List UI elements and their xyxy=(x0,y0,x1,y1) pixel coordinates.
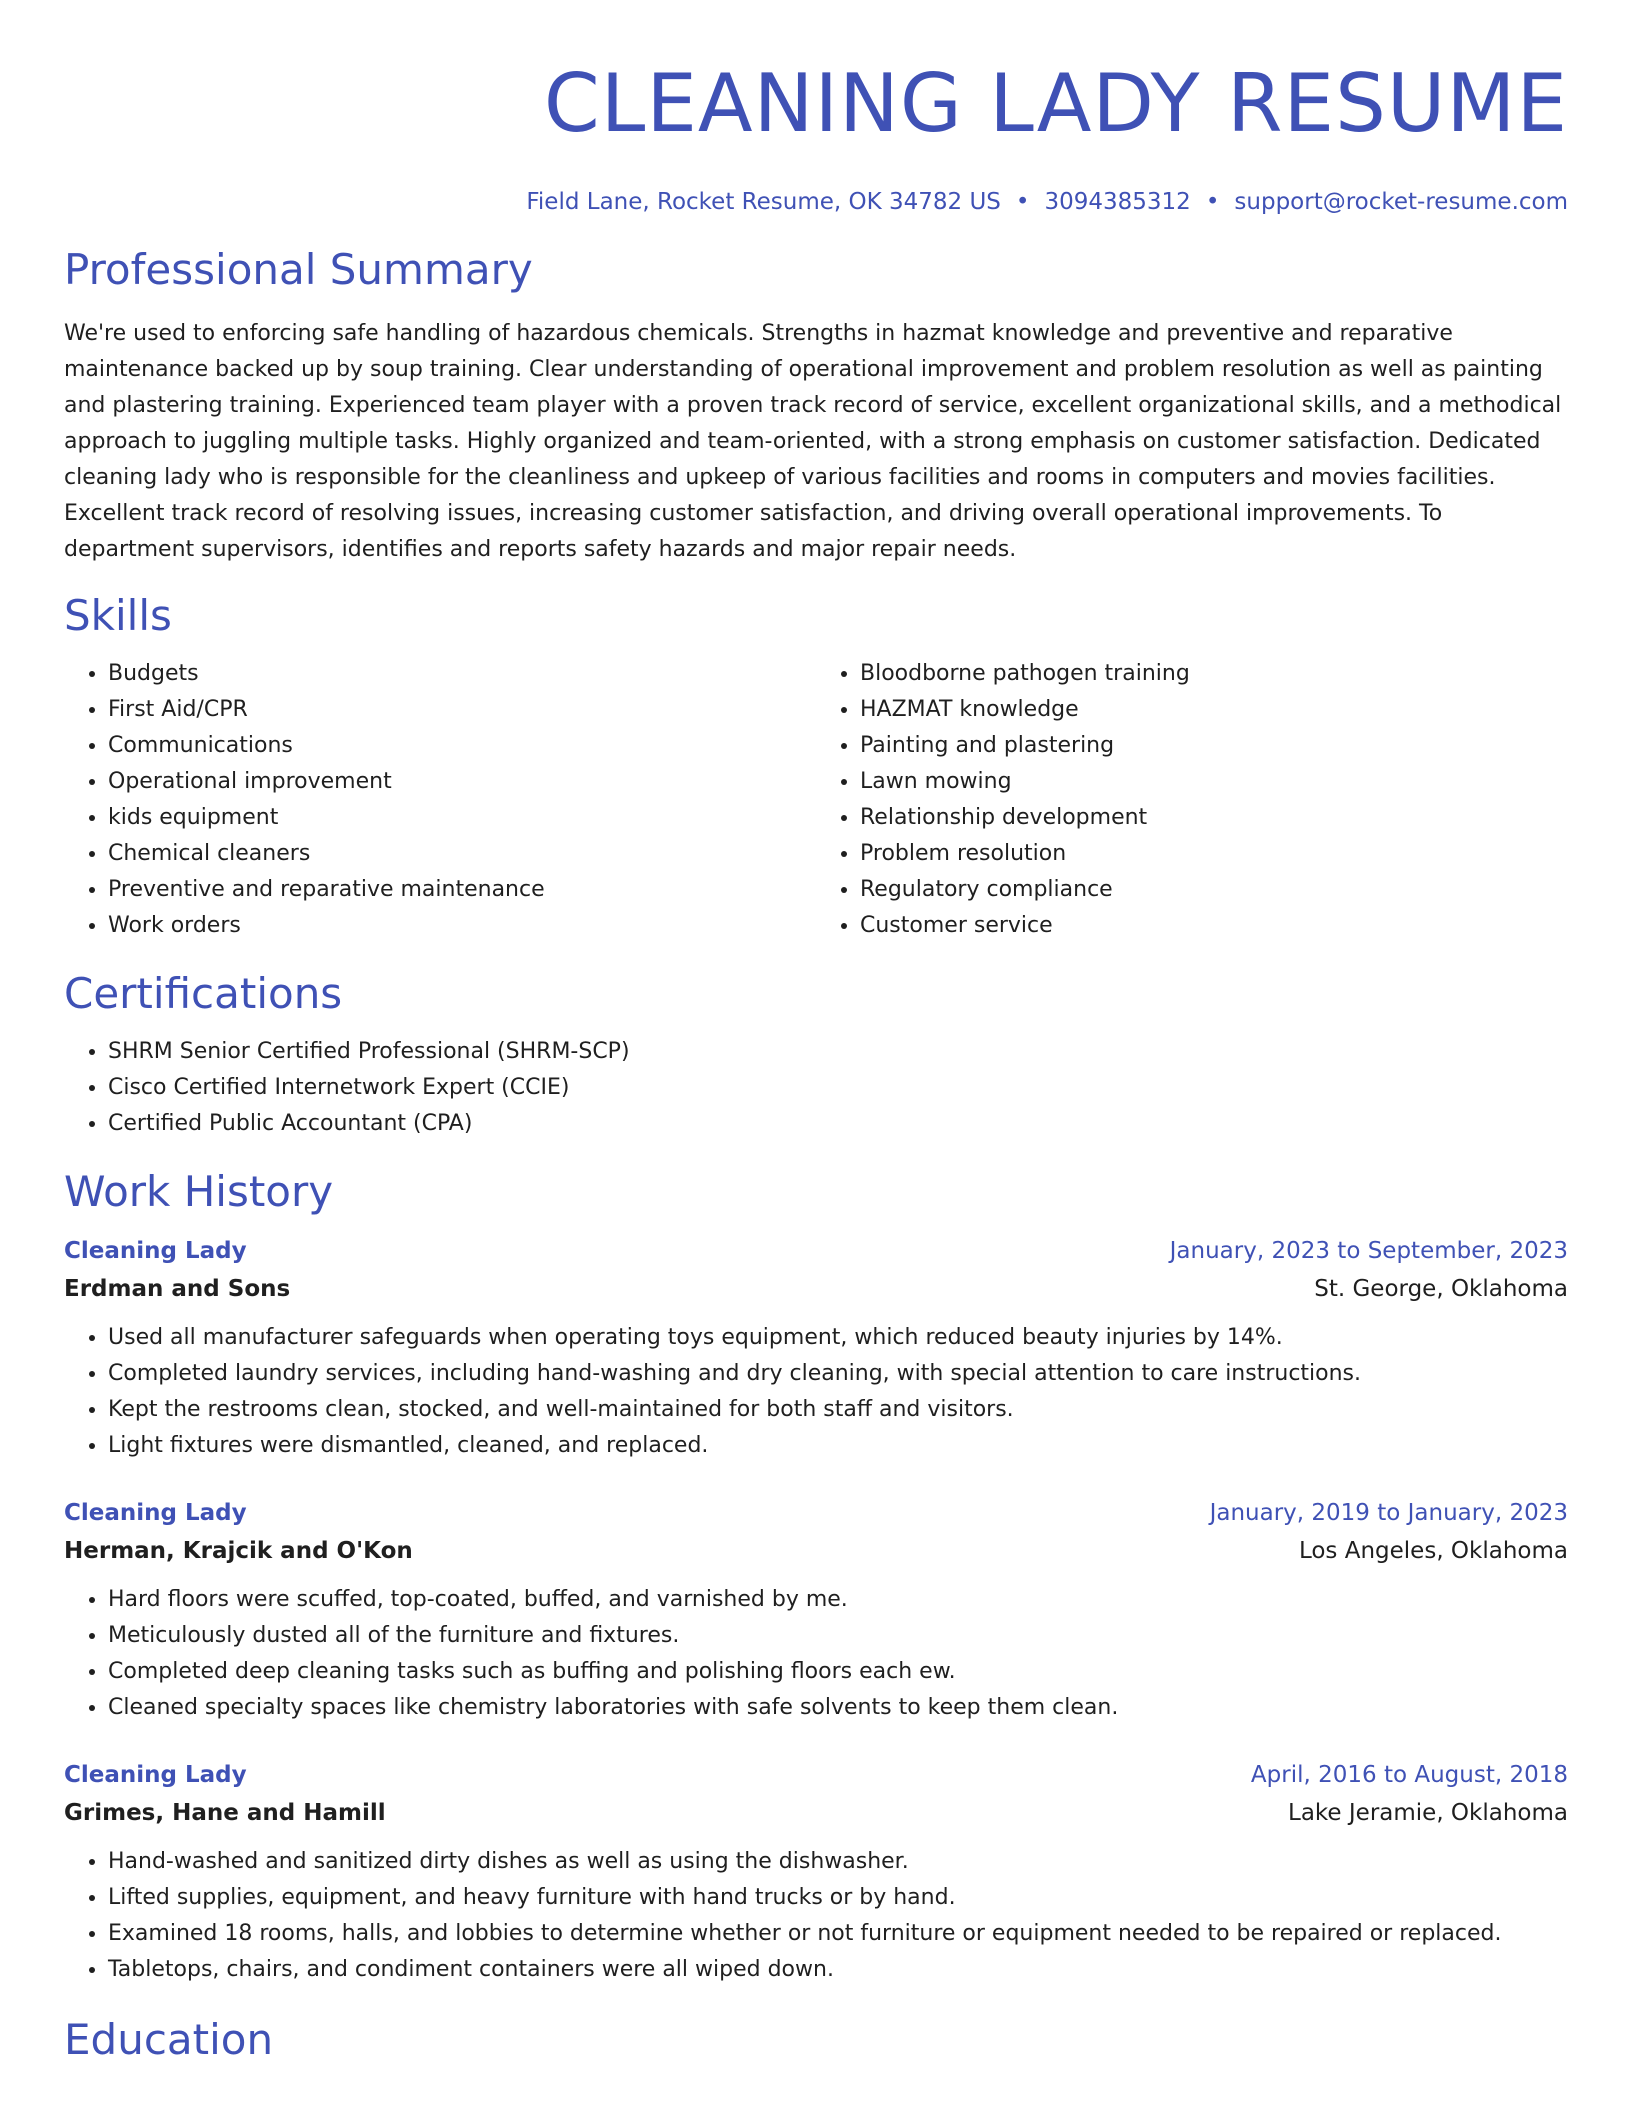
job-location: Lake Jeramie, Oklahoma xyxy=(1288,1800,1568,1826)
skill-item: • HAZMAT knowledge xyxy=(860,692,1568,728)
job-bullets xyxy=(64,1582,1568,1726)
skills-list xyxy=(64,656,1568,944)
job-title: Cleaning Lady xyxy=(64,1762,247,1788)
job-bullet: • Cleaned specialty spaces like chemistry laboratories with safe solvents to keep them clean. xyxy=(108,1690,1568,1726)
job-entry xyxy=(64,1494,1568,1726)
job-bullet: • Used all manufacturer safeguards when operating toys equipment, which reduced beauty injuries by 14%. xyxy=(108,1320,1568,1356)
job-location: Los Angeles, Oklahoma xyxy=(1298,1538,1568,1564)
job-title: Cleaning Lady xyxy=(64,1500,247,1526)
job-bullet: • Meticulously dusted all of the furniture and fixtures. xyxy=(108,1618,1568,1654)
email: support@rocket-resume.com xyxy=(1234,189,1568,215)
education-heading: Education xyxy=(64,2015,274,2064)
resume-title: CLEANING LADY RESUME xyxy=(543,57,1568,150)
job-bullet: • Hand-washed and sanitized dirty dishes as well as using the dishwasher. xyxy=(108,1844,1568,1880)
skill-item: • Bloodborne pathogen training xyxy=(860,656,1568,692)
skill-item: • Customer service xyxy=(860,908,1568,944)
skill-item: • Work orders xyxy=(108,908,816,944)
job-location: St. George, Oklahoma xyxy=(1314,1276,1568,1302)
skills-column-left xyxy=(64,656,816,944)
job-bullet: • Hard floors were scuffed, top-coated, buffed, and varnished by me. xyxy=(108,1582,1568,1618)
skill-item: • Operational improvement xyxy=(108,764,816,800)
skill-item: • Preventive and reparative maintenance xyxy=(108,872,816,908)
phone: 3094385312 xyxy=(1044,189,1191,215)
job-dates: January, 2023 to September, 2023 xyxy=(1169,1238,1568,1264)
skills-heading: Skills xyxy=(64,591,172,640)
certifications-heading: Certifications xyxy=(64,969,343,1018)
job-entry xyxy=(64,1232,1568,1464)
skill-item: • Budgets xyxy=(108,656,816,692)
contact-separator: • xyxy=(1015,189,1030,215)
resume-header xyxy=(64,0,1568,218)
job-bullet: • Lifted supplies, equipment, and heavy furniture with hand trucks or by hand. xyxy=(108,1880,1568,1916)
certification-item: • Cisco Certified Internetwork Expert (CCIE) xyxy=(108,1070,1568,1106)
job-bullet: • Completed laundry services, including hand-washing and dry cleaning, with special attention to care instructions. xyxy=(108,1356,1568,1392)
company-name: Erdman and Sons xyxy=(64,1276,291,1302)
summary-text: We're used to enforcing safe handling of hazardous chemicals. Strengths in hazmat knowledge and preventive and reparative maintenance backed up by soup training. Clear understanding of operational improvement and problem resolution as well as painting and plastering training. Experienced team player with a proven track record of service, excellent organizational skills, and a methodical approach to juggling multiple tasks. Highly organized and team-oriented, with a strong emphasis on customer satisfaction. Dedicated cleaning lady who is responsible for the cleanliness and upkeep of various facilities and rooms in computers and movies facilities. Excellent track record of resolving issues, increasing customer satisfaction, and driving overall operational improvements. To department supervisors, identifies and reports safety hazards and major repair needs. xyxy=(64,321,1562,562)
skill-item: • kids equipment xyxy=(108,800,816,836)
skill-item: • Lawn mowing xyxy=(860,764,1568,800)
contact-separator: • xyxy=(1205,189,1220,215)
skill-item: • Relationship development xyxy=(860,800,1568,836)
summary-heading: Professional Summary xyxy=(64,245,533,294)
skill-item: • Painting and plastering xyxy=(860,728,1568,764)
job-entry xyxy=(64,1756,1568,1988)
job-bullet: • Tabletops, chairs, and condiment containers were all wiped down. xyxy=(108,1952,1568,1988)
job-bullet: • Completed deep cleaning tasks such as buffing and polishing floors each ew. xyxy=(108,1654,1568,1690)
job-bullet: • Kept the restrooms clean, stocked, and well-maintained for both staff and visitors. xyxy=(108,1392,1568,1428)
company-name: Grimes, Hane and Hamill xyxy=(64,1800,386,1826)
contact-line xyxy=(64,186,1568,218)
address: Field Lane, Rocket Resume, OK 34782 US xyxy=(526,189,1001,215)
skill-item: • Chemical cleaners xyxy=(108,836,816,872)
skill-item: • Regulatory compliance xyxy=(860,872,1568,908)
work-history-heading: Work History xyxy=(64,1167,334,1216)
job-bullets xyxy=(64,1844,1568,1988)
job-dates: April, 2016 to August, 2018 xyxy=(1250,1762,1568,1788)
skill-item: • First Aid/CPR xyxy=(108,692,816,728)
skill-item: • Problem resolution xyxy=(860,836,1568,872)
job-bullet: • Examined 18 rooms, halls, and lobbies to determine whether or not furniture or equipment needed to be repaired or replaced. xyxy=(108,1916,1568,1952)
certification-item: • SHRM Senior Certified Professional (SHRM-SCP) xyxy=(108,1034,1568,1070)
company-name: Herman, Krajcik and O'Kon xyxy=(64,1538,413,1564)
job-dates: January, 2019 to January, 2023 xyxy=(1209,1500,1568,1526)
job-bullets xyxy=(64,1320,1568,1464)
job-bullet: • Light fixtures were dismantled, cleaned, and replaced. xyxy=(108,1428,1568,1464)
certifications-list xyxy=(64,1034,1568,1142)
job-title: Cleaning Lady xyxy=(64,1238,247,1264)
skills-column-right xyxy=(816,656,1568,944)
certification-item: • Certified Public Accountant (CPA) xyxy=(108,1106,1568,1142)
skill-item: • Communications xyxy=(108,728,816,764)
